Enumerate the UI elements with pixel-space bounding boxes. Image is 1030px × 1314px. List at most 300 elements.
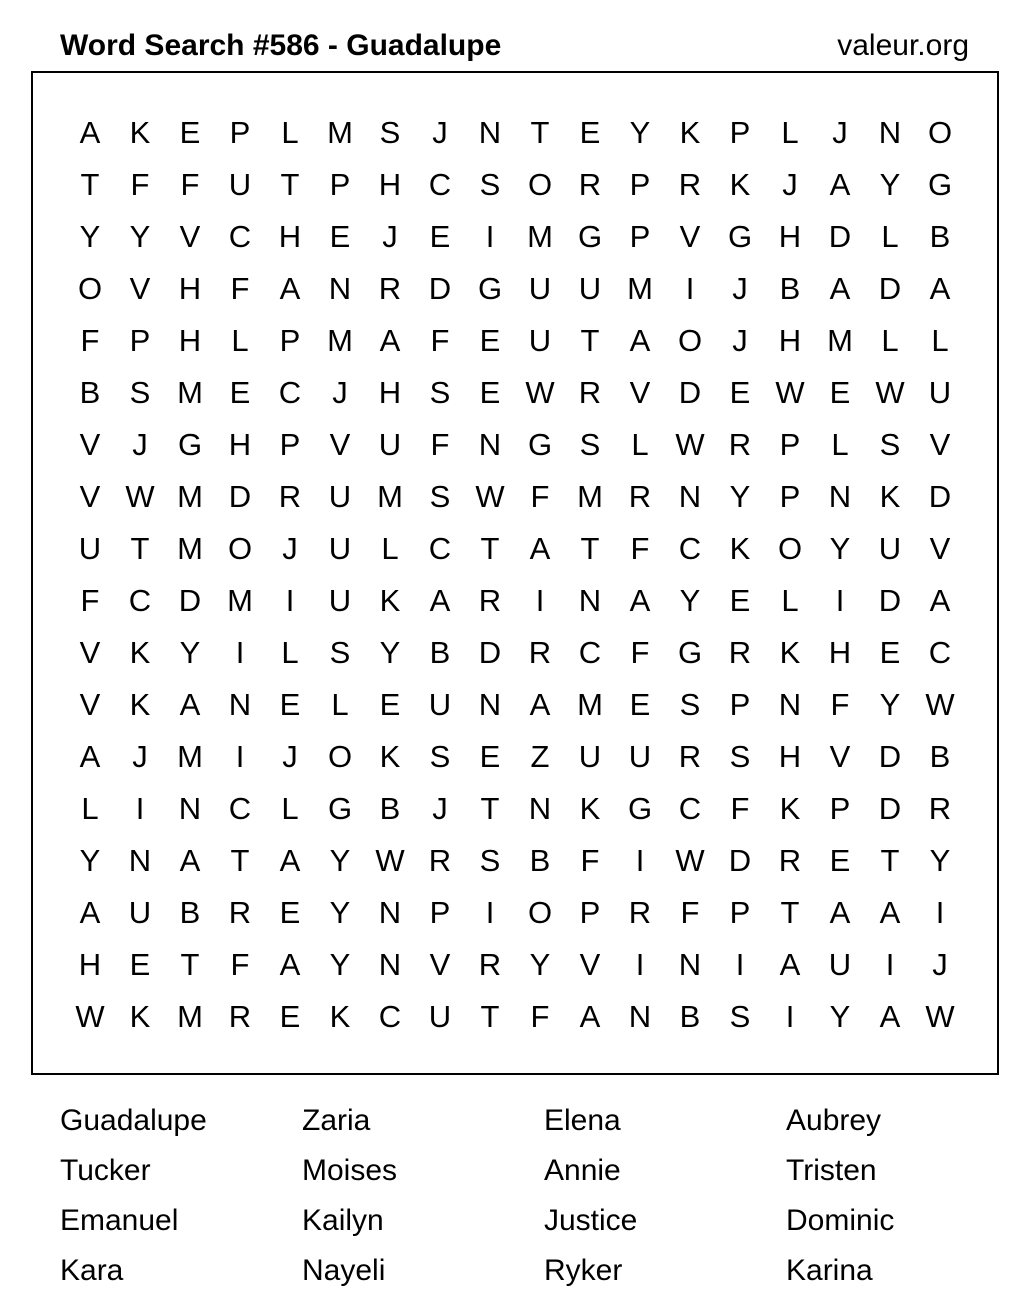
grid-letter[interactable]: S [879, 427, 901, 462]
grid-letter[interactable]: L [81, 791, 99, 826]
grid-letter[interactable]: K [879, 479, 901, 514]
grid-letter[interactable]: G [477, 271, 503, 306]
grid-letter[interactable]: F [230, 271, 250, 306]
grid-letter[interactable]: K [729, 531, 751, 566]
grid-letter[interactable]: R [628, 479, 652, 514]
grid-letter[interactable]: T [230, 843, 250, 878]
grid-letter[interactable]: W [75, 999, 105, 1034]
grid-letter[interactable]: R [728, 427, 752, 462]
grid-letter[interactable]: N [678, 947, 702, 982]
grid-letter[interactable]: T [80, 167, 100, 202]
grid-letter[interactable]: Y [679, 583, 701, 618]
grid-letter[interactable]: L [231, 323, 249, 358]
grid-letter[interactable]: D [428, 271, 452, 306]
grid-letter[interactable]: M [177, 739, 203, 774]
grid-letter[interactable]: I [785, 999, 795, 1034]
grid-letter[interactable]: I [685, 271, 695, 306]
grid-letter[interactable]: G [927, 167, 953, 202]
grid-letter[interactable]: U [578, 271, 602, 306]
grid-letter[interactable]: N [178, 791, 202, 826]
grid-letter[interactable]: I [735, 947, 745, 982]
grid-letter[interactable]: D [878, 791, 902, 826]
grid-letter[interactable]: Y [329, 843, 351, 878]
grid-letter[interactable]: R [228, 999, 252, 1034]
grid-letter[interactable]: W [525, 375, 555, 410]
grid-letter[interactable]: A [629, 323, 651, 358]
grid-letter[interactable]: I [235, 635, 245, 670]
grid-letter[interactable]: V [429, 947, 451, 982]
grid-letter[interactable]: E [279, 895, 301, 930]
grid-letter[interactable]: H [178, 271, 202, 306]
grid-letter[interactable]: T [880, 843, 900, 878]
grid-letter[interactable]: N [478, 687, 502, 722]
site-link[interactable]: valeur.org [837, 29, 969, 62]
grid-letter[interactable]: K [379, 583, 401, 618]
grid-letter[interactable]: A [379, 323, 401, 358]
grid-letter[interactable]: S [579, 427, 601, 462]
grid-letter[interactable]: M [827, 323, 853, 358]
grid-letter[interactable]: K [579, 791, 601, 826]
grid-letter[interactable]: N [828, 479, 852, 514]
grid-letter[interactable]: M [177, 479, 203, 514]
grid-letter[interactable]: E [229, 375, 251, 410]
grid-letter[interactable]: E [629, 687, 651, 722]
grid-letter[interactable]: D [828, 219, 852, 254]
grid-letter[interactable]: P [729, 687, 751, 722]
grid-letter[interactable]: P [729, 895, 751, 930]
grid-letter[interactable]: Y [129, 219, 151, 254]
grid-letter[interactable]: J [932, 947, 948, 982]
grid-letter[interactable]: M [527, 219, 553, 254]
grid-letter[interactable]: U [128, 895, 152, 930]
grid-letter[interactable]: U [428, 687, 452, 722]
grid-letter[interactable]: R [578, 167, 602, 202]
grid-letter[interactable]: N [878, 115, 902, 150]
grid-letter[interactable]: L [831, 427, 849, 462]
grid-letter[interactable]: A [279, 271, 301, 306]
grid-letter[interactable]: C [228, 791, 252, 826]
grid-letter[interactable]: N [378, 895, 402, 930]
grid-letter[interactable]: V [829, 739, 851, 774]
grid-letter[interactable]: C [678, 791, 702, 826]
grid-letter[interactable]: O [777, 531, 803, 566]
grid-letter[interactable]: N [678, 479, 702, 514]
grid-letter[interactable]: S [429, 739, 451, 774]
grid-letter[interactable]: W [775, 375, 805, 410]
grid-letter[interactable]: I [285, 583, 295, 618]
grid-letter[interactable]: K [779, 791, 801, 826]
grid-letter[interactable]: U [528, 323, 552, 358]
grid-letter[interactable]: D [478, 635, 502, 670]
grid-letter[interactable]: P [429, 895, 451, 930]
grid-letter[interactable]: Y [79, 843, 101, 878]
grid-letter[interactable]: R [728, 635, 752, 670]
grid-letter[interactable]: T [580, 323, 600, 358]
grid-letter[interactable]: O [227, 531, 253, 566]
grid-letter[interactable]: N [628, 999, 652, 1034]
grid-letter[interactable]: E [729, 375, 751, 410]
grid-letter[interactable]: G [527, 427, 553, 462]
grid-letter[interactable]: I [635, 947, 645, 982]
grid-letter[interactable]: U [428, 999, 452, 1034]
grid-letter[interactable]: B [429, 635, 451, 670]
grid-letter[interactable]: F [230, 947, 250, 982]
grid-letter[interactable]: U [828, 947, 852, 982]
grid-letter[interactable]: H [78, 947, 102, 982]
grid-letter[interactable]: F [580, 843, 600, 878]
grid-letter[interactable]: T [280, 167, 300, 202]
grid-letter[interactable]: F [430, 427, 450, 462]
grid-letter[interactable]: T [130, 531, 150, 566]
grid-letter[interactable]: K [379, 739, 401, 774]
grid-letter[interactable]: E [479, 323, 501, 358]
grid-letter[interactable]: S [479, 167, 501, 202]
grid-letter[interactable]: I [235, 739, 245, 774]
grid-letter[interactable]: M [577, 687, 603, 722]
grid-letter[interactable]: Y [929, 843, 951, 878]
grid-letter[interactable]: N [128, 843, 152, 878]
grid-letter[interactable]: W [675, 843, 705, 878]
grid-letter[interactable]: R [478, 947, 502, 982]
grid-letter[interactable]: C [928, 635, 952, 670]
grid-letter[interactable]: T [180, 947, 200, 982]
grid-letter[interactable]: J [782, 167, 798, 202]
grid-letter[interactable]: A [79, 895, 101, 930]
grid-letter[interactable]: I [535, 583, 545, 618]
grid-letter[interactable]: A [929, 583, 951, 618]
grid-letter[interactable]: A [829, 271, 851, 306]
grid-letter[interactable]: A [579, 999, 601, 1034]
grid-letter[interactable]: J [382, 219, 398, 254]
grid-letter[interactable]: M [177, 999, 203, 1034]
grid-letter[interactable]: E [379, 687, 401, 722]
grid-letter[interactable]: F [830, 687, 850, 722]
grid-letter[interactable]: C [128, 583, 152, 618]
grid-letter[interactable]: A [179, 843, 201, 878]
grid-letter[interactable]: S [429, 479, 451, 514]
grid-letter[interactable]: B [529, 843, 551, 878]
grid-letter[interactable]: Y [629, 115, 651, 150]
grid-letter[interactable]: V [79, 427, 101, 462]
grid-letter[interactable]: W [925, 687, 955, 722]
grid-letter[interactable]: A [879, 895, 901, 930]
grid-letter[interactable]: A [79, 739, 101, 774]
grid-letter[interactable]: N [528, 791, 552, 826]
grid-letter[interactable]: H [778, 219, 802, 254]
grid-letter[interactable]: A [829, 167, 851, 202]
grid-letter[interactable]: W [925, 999, 955, 1034]
grid-letter[interactable]: K [779, 635, 801, 670]
grid-letter[interactable]: C [428, 167, 452, 202]
grid-letter[interactable]: H [378, 167, 402, 202]
grid-letter[interactable]: O [927, 115, 953, 150]
grid-letter[interactable]: A [829, 895, 851, 930]
grid-letter[interactable]: D [678, 375, 702, 410]
grid-letter[interactable]: R [278, 479, 302, 514]
grid-letter[interactable]: H [778, 323, 802, 358]
grid-letter[interactable]: O [77, 271, 103, 306]
grid-letter[interactable]: B [179, 895, 201, 930]
grid-letter[interactable]: J [432, 115, 448, 150]
grid-letter[interactable]: C [378, 999, 402, 1034]
grid-letter[interactable]: L [931, 323, 949, 358]
grid-letter[interactable]: D [178, 583, 202, 618]
grid-letter[interactable]: L [281, 791, 299, 826]
grid-letter[interactable]: P [729, 115, 751, 150]
grid-letter[interactable]: J [132, 739, 148, 774]
grid-letter[interactable]: D [878, 583, 902, 618]
grid-letter[interactable]: B [79, 375, 101, 410]
grid-letter[interactable]: O [527, 895, 553, 930]
grid-letter[interactable]: T [480, 791, 500, 826]
grid-letter[interactable]: E [429, 219, 451, 254]
grid-letter[interactable]: H [178, 323, 202, 358]
grid-letter[interactable]: E [579, 115, 601, 150]
grid-letter[interactable]: F [630, 531, 650, 566]
grid-letter[interactable]: Z [530, 739, 550, 774]
grid-letter[interactable]: V [929, 427, 951, 462]
grid-letter[interactable]: Y [179, 635, 201, 670]
grid-letter[interactable]: Y [829, 531, 851, 566]
grid-letter[interactable]: I [885, 947, 895, 982]
grid-letter[interactable]: P [329, 167, 351, 202]
grid-letter[interactable]: T [480, 531, 500, 566]
grid-letter[interactable]: K [129, 687, 151, 722]
grid-letter[interactable]: R [528, 635, 552, 670]
grid-letter[interactable]: U [328, 479, 352, 514]
grid-letter[interactable]: E [829, 375, 851, 410]
grid-letter[interactable]: D [878, 739, 902, 774]
grid-letter[interactable]: O [527, 167, 553, 202]
grid-letter[interactable]: H [278, 219, 302, 254]
grid-letter[interactable]: I [135, 791, 145, 826]
grid-letter[interactable]: D [928, 479, 952, 514]
grid-letter[interactable]: H [378, 375, 402, 410]
grid-letter[interactable]: P [279, 323, 301, 358]
grid-letter[interactable]: A [429, 583, 451, 618]
grid-letter[interactable]: M [227, 583, 253, 618]
grid-letter[interactable]: V [79, 479, 101, 514]
grid-letter[interactable]: D [228, 479, 252, 514]
grid-letter[interactable]: U [378, 427, 402, 462]
grid-letter[interactable]: S [729, 999, 751, 1034]
grid-letter[interactable]: C [578, 635, 602, 670]
grid-letter[interactable]: U [928, 375, 952, 410]
grid-letter[interactable]: L [781, 583, 799, 618]
grid-letter[interactable]: D [728, 843, 752, 878]
grid-letter[interactable]: R [678, 167, 702, 202]
grid-letter[interactable]: U [578, 739, 602, 774]
grid-letter[interactable]: I [485, 895, 495, 930]
grid-letter[interactable]: R [478, 583, 502, 618]
grid-letter[interactable]: H [228, 427, 252, 462]
grid-letter[interactable]: B [779, 271, 801, 306]
grid-letter[interactable]: Y [879, 687, 901, 722]
grid-letter[interactable]: A [529, 531, 551, 566]
grid-letter[interactable]: P [629, 219, 651, 254]
grid-letter[interactable]: C [428, 531, 452, 566]
grid-letter[interactable]: T [480, 999, 500, 1034]
grid-letter[interactable]: A [179, 687, 201, 722]
grid-letter[interactable]: R [228, 895, 252, 930]
grid-letter[interactable]: R [778, 843, 802, 878]
grid-letter[interactable]: S [129, 375, 151, 410]
grid-letter[interactable]: K [329, 999, 351, 1034]
grid-letter[interactable]: A [279, 947, 301, 982]
grid-letter[interactable]: J [832, 115, 848, 150]
grid-letter[interactable]: J [432, 791, 448, 826]
grid-letter[interactable]: Y [829, 999, 851, 1034]
grid-letter[interactable]: C [678, 531, 702, 566]
grid-letter[interactable]: D [878, 271, 902, 306]
grid-letter[interactable]: R [928, 791, 952, 826]
grid-letter[interactable]: N [378, 947, 402, 982]
grid-letter[interactable]: R [628, 895, 652, 930]
grid-letter[interactable]: R [428, 843, 452, 878]
grid-letter[interactable]: M [577, 479, 603, 514]
grid-letter[interactable]: F [430, 323, 450, 358]
grid-letter[interactable]: J [732, 271, 748, 306]
grid-letter[interactable]: I [835, 583, 845, 618]
grid-letter[interactable]: K [129, 999, 151, 1034]
grid-letter[interactable]: U [528, 271, 552, 306]
grid-letter[interactable]: V [329, 427, 351, 462]
grid-letter[interactable]: G [327, 791, 353, 826]
grid-letter[interactable]: L [331, 687, 349, 722]
grid-letter[interactable]: T [780, 895, 800, 930]
grid-letter[interactable]: S [479, 843, 501, 878]
grid-letter[interactable]: N [778, 687, 802, 722]
grid-letter[interactable]: F [730, 791, 750, 826]
grid-letter[interactable]: L [781, 115, 799, 150]
grid-letter[interactable]: F [180, 167, 200, 202]
grid-letter[interactable]: A [779, 947, 801, 982]
grid-letter[interactable]: E [179, 115, 201, 150]
grid-letter[interactable]: E [129, 947, 151, 982]
grid-letter[interactable]: R [378, 271, 402, 306]
grid-letter[interactable]: P [779, 427, 801, 462]
grid-letter[interactable]: N [578, 583, 602, 618]
grid-letter[interactable]: W [125, 479, 155, 514]
grid-letter[interactable]: L [881, 323, 899, 358]
grid-letter[interactable]: B [679, 999, 701, 1034]
grid-letter[interactable]: M [377, 479, 403, 514]
grid-letter[interactable]: P [279, 427, 301, 462]
grid-letter[interactable]: P [579, 895, 601, 930]
grid-letter[interactable]: Y [329, 895, 351, 930]
grid-letter[interactable]: P [629, 167, 651, 202]
grid-letter[interactable]: R [678, 739, 702, 774]
grid-letter[interactable]: G [727, 219, 753, 254]
grid-letter[interactable]: F [80, 323, 100, 358]
grid-letter[interactable]: B [379, 791, 401, 826]
grid-letter[interactable]: V [679, 219, 701, 254]
grid-letter[interactable]: V [179, 219, 201, 254]
grid-letter[interactable]: J [282, 739, 298, 774]
grid-letter[interactable]: E [329, 219, 351, 254]
grid-letter[interactable]: G [177, 427, 203, 462]
grid-letter[interactable]: P [829, 791, 851, 826]
grid-letter[interactable]: A [629, 583, 651, 618]
grid-letter[interactable]: J [132, 427, 148, 462]
grid-letter[interactable]: V [129, 271, 151, 306]
grid-letter[interactable]: H [828, 635, 852, 670]
grid-letter[interactable]: L [281, 115, 299, 150]
grid-letter[interactable]: S [729, 739, 751, 774]
grid-letter[interactable]: H [778, 739, 802, 774]
grid-letter[interactable]: E [729, 583, 751, 618]
grid-letter[interactable]: J [282, 531, 298, 566]
grid-letter[interactable]: F [530, 479, 550, 514]
grid-letter[interactable]: V [579, 947, 601, 982]
grid-letter[interactable]: U [78, 531, 102, 566]
grid-letter[interactable]: W [675, 427, 705, 462]
grid-letter[interactable]: U [628, 739, 652, 774]
grid-letter[interactable]: C [228, 219, 252, 254]
grid-letter[interactable]: F [630, 635, 650, 670]
grid-letter[interactable]: S [329, 635, 351, 670]
grid-letter[interactable]: I [935, 895, 945, 930]
grid-letter[interactable]: E [829, 843, 851, 878]
grid-letter[interactable]: N [228, 687, 252, 722]
grid-letter[interactable]: A [279, 843, 301, 878]
grid-letter[interactable]: W [875, 375, 905, 410]
grid-letter[interactable]: N [478, 115, 502, 150]
grid-letter[interactable]: S [429, 375, 451, 410]
grid-letter[interactable]: L [281, 635, 299, 670]
grid-letter[interactable]: T [530, 115, 550, 150]
grid-letter[interactable]: Y [529, 947, 551, 982]
grid-letter[interactable]: M [177, 531, 203, 566]
grid-letter[interactable]: P [779, 479, 801, 514]
grid-letter[interactable]: U [328, 583, 352, 618]
grid-letter[interactable]: E [479, 375, 501, 410]
grid-letter[interactable]: S [679, 687, 701, 722]
grid-letter[interactable]: Y [879, 167, 901, 202]
grid-letter[interactable]: A [879, 999, 901, 1034]
grid-letter[interactable]: K [129, 635, 151, 670]
grid-letter[interactable]: O [327, 739, 353, 774]
grid-letter[interactable]: L [881, 219, 899, 254]
grid-letter[interactable]: M [327, 115, 353, 150]
grid-letter[interactable]: F [680, 895, 700, 930]
grid-letter[interactable]: R [578, 375, 602, 410]
grid-letter[interactable]: G [677, 635, 703, 670]
grid-letter[interactable]: J [332, 375, 348, 410]
grid-letter[interactable]: L [631, 427, 649, 462]
grid-letter[interactable]: M [177, 375, 203, 410]
grid-letter[interactable]: E [879, 635, 901, 670]
grid-letter[interactable]: N [478, 427, 502, 462]
grid-letter[interactable]: V [929, 531, 951, 566]
grid-letter[interactable]: Y [79, 219, 101, 254]
grid-letter[interactable]: O [677, 323, 703, 358]
grid-letter[interactable]: V [79, 687, 101, 722]
grid-letter[interactable]: G [577, 219, 603, 254]
grid-letter[interactable]: M [627, 271, 653, 306]
grid-letter[interactable]: W [475, 479, 505, 514]
grid-letter[interactable]: S [379, 115, 401, 150]
grid-letter[interactable]: P [129, 323, 151, 358]
grid-letter[interactable]: E [279, 999, 301, 1034]
grid-letter[interactable]: V [79, 635, 101, 670]
grid-letter[interactable]: Y [379, 635, 401, 670]
grid-letter[interactable]: I [485, 219, 495, 254]
grid-letter[interactable]: Y [329, 947, 351, 982]
grid-letter[interactable]: A [929, 271, 951, 306]
grid-letter[interactable]: J [732, 323, 748, 358]
grid-letter[interactable]: E [279, 687, 301, 722]
